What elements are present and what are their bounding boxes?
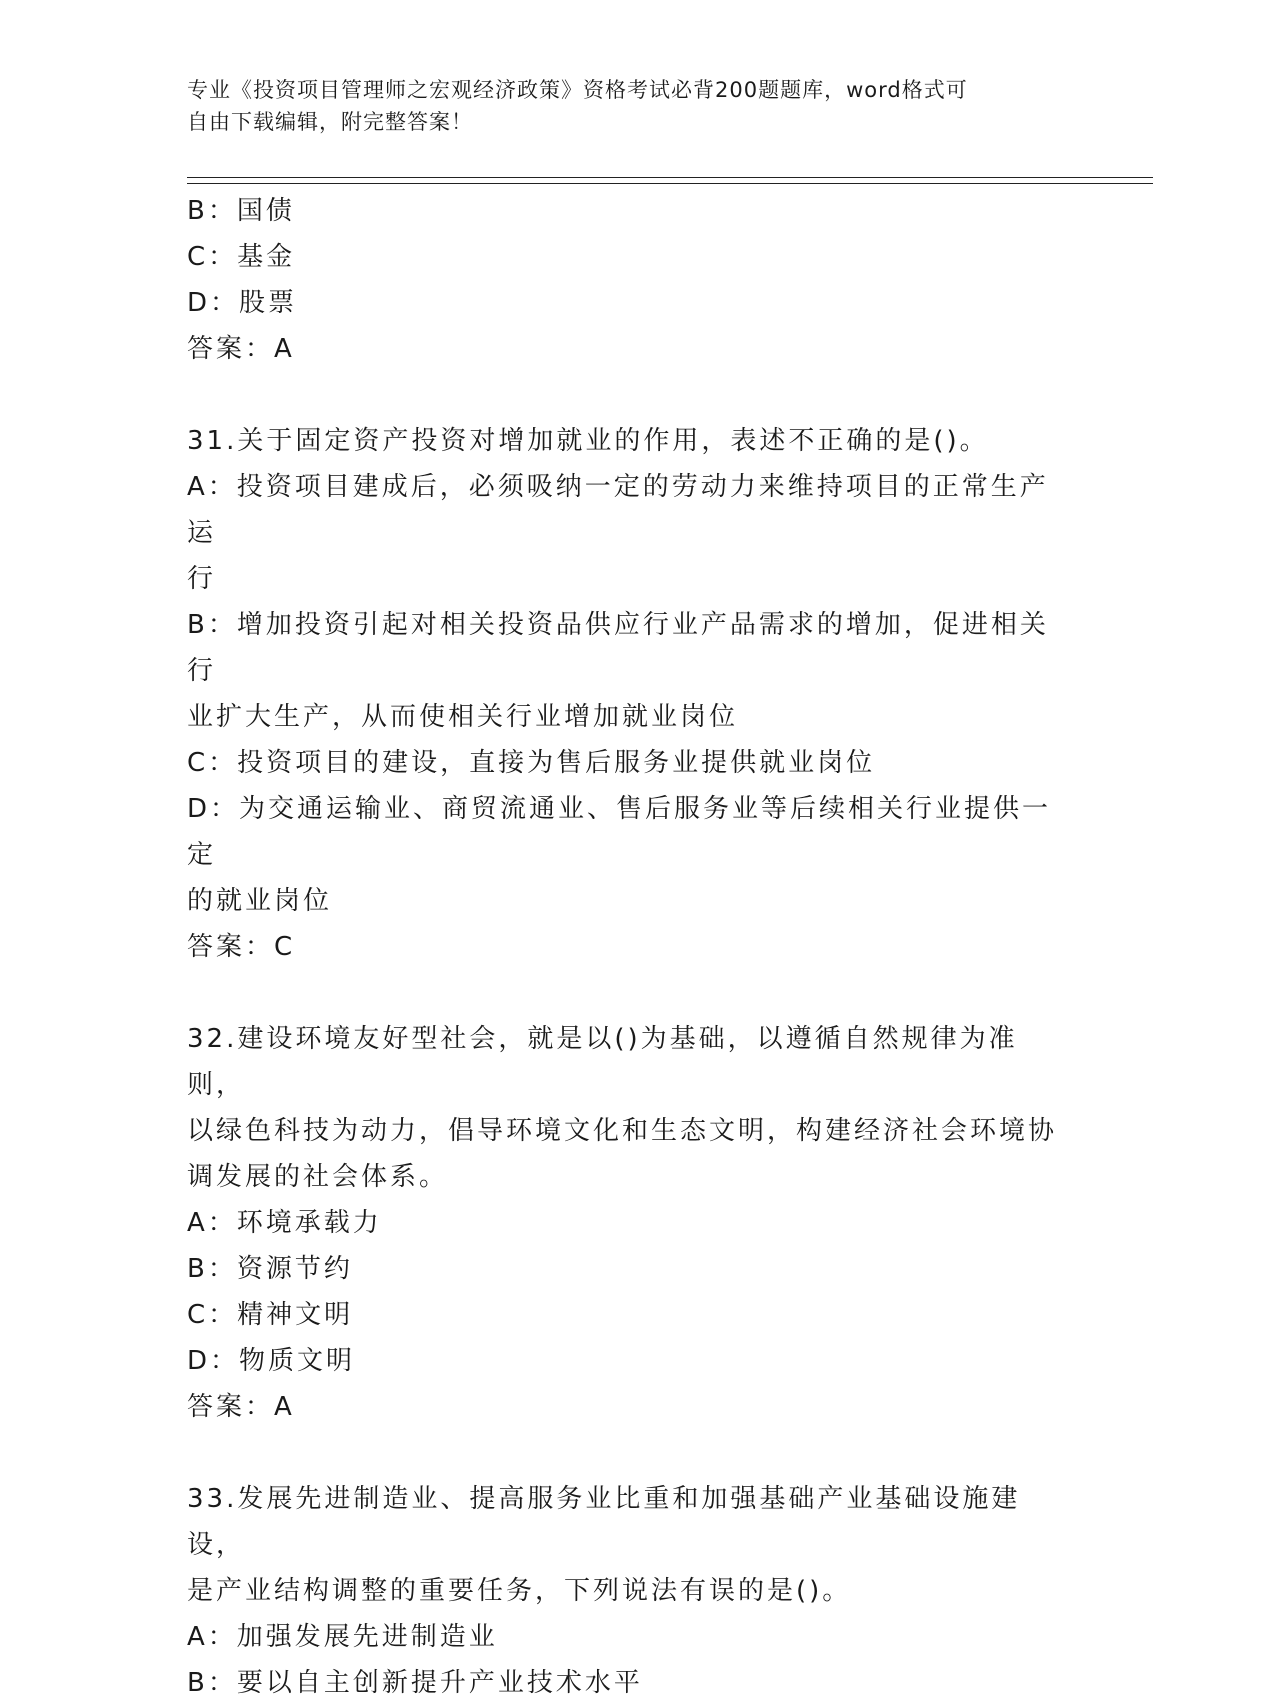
option-line: B：资源节约 <box>187 1254 353 1284</box>
answer-line: 答案：C <box>187 932 296 962</box>
question-stem: 调发展的社会体系。 <box>187 1162 449 1192</box>
option-line: C：投资项目的建设，直接为售后服务业提供就业岗位 <box>187 748 876 778</box>
header-rule-top <box>187 177 1153 178</box>
option-line: 的就业岗位 <box>187 886 333 916</box>
option-line: D：为交通运输业、商贸流通业、售后服务业等后续相关行业提供一定 <box>187 794 1052 870</box>
question-stem: 33.发展先进制造业、提高服务业比重和加强基础产业基础设施建设， <box>187 1484 1021 1560</box>
option-line: B：国债 <box>187 196 295 226</box>
option-line: B：要以自主创新提升产业技术水平 <box>187 1668 643 1698</box>
question-stem: 32.建设环境友好型社会，就是以()为基础，以遵循自然规律为准则， <box>187 1024 1018 1100</box>
question-stem: 以绿色科技为动力，倡导环境文化和生态文明，构建经济社会环境协 <box>187 1116 1058 1146</box>
question-content <box>187 188 1067 1706</box>
question-stem: 是产业结构调整的重要任务，下列说法有误的是()。 <box>187 1576 852 1606</box>
question-stem: 31.关于固定资产投资对增加就业的作用，表述不正确的是()。 <box>187 426 989 456</box>
option-line: A：环境承载力 <box>187 1208 382 1238</box>
option-line: D：物质文明 <box>187 1346 356 1376</box>
option-line: C：精神文明 <box>187 1300 354 1330</box>
option-line: D：股票 <box>187 288 298 318</box>
option-line: B：增加投资引起对相关投资品供应行业产品需求的增加，促进相关行 <box>187 610 1049 686</box>
header-rule-bottom <box>187 183 1153 184</box>
option-line: 行 <box>187 564 217 594</box>
answer-line: 答案：A <box>187 334 295 364</box>
spacer <box>187 1430 1067 1476</box>
option-line: A：加强发展先进制造业 <box>187 1622 498 1652</box>
answer-line: 答案：A <box>187 1392 295 1422</box>
option-line: 业扩大生产，从而使相关行业增加就业岗位 <box>187 702 739 732</box>
option-line: C：基金 <box>187 242 296 272</box>
document-header: 专业《投资项目管理师之宏观经济政策》资格考试必背200题题库，word格式可 自由下载编辑，附完整答案！ <box>187 78 968 134</box>
spacer <box>187 372 1067 418</box>
option-line: A：投资项目建成后，必须吸纳一定的劳动力来维持项目的正常生产运 <box>187 472 1049 548</box>
spacer <box>187 970 1067 1016</box>
